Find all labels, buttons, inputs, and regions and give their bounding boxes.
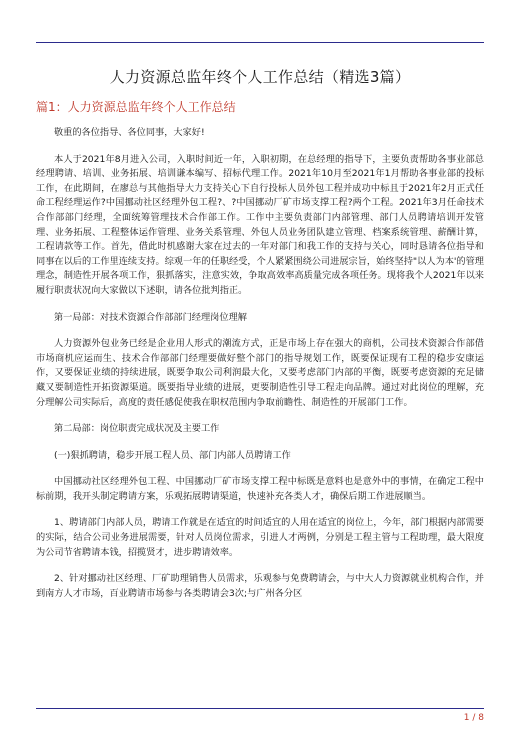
bottom-rule	[36, 708, 484, 709]
paragraph-part2-heading: 第二局部：岗位职责完成状况及主要工作	[54, 423, 220, 435]
paragraph-item-1: 1、聘请部门内部人员，聘请工作就是在适宜的时间适宜的人用在适宜的岗位上，今年，部门根据内部需要的实际，结合公司业务进展需要，针对人员岗位需求，引进人才两例，分别是工程主管与工程助理，最大限度为公司节省聘请本钱，招揽贤才，进步聘请效率。	[36, 517, 484, 558]
section-heading: 篇1：人力资源总监年终个人工作总结	[36, 100, 236, 114]
paragraph-part1-body: 人力资源外包业务已经是企业用人形式的潮流方式，正是市场上存在强大的商机，公司技术资源合作部借市场商机应运而生、技术合作部部门经理要做好整个部门的指导规划工作，既要保证现有工程的稳步安康运作，又要保证业绩的持续进展，既要争取公司利润最大化，又要考虑部门内部的平衡，既要考虑资源的充足储藏又要制造性开拓资源渠道。既要指导业绩的进展，更要制造性引导工程走向品牌。通过对此岗位的理解，充分理解公司实际后，高度的责任感促使我在职权范围内争取前瞻性、制造性的开展部门工作。	[36, 338, 484, 408]
paragraph-item-2: 2、针对挪动社区经理、厂矿助理销售人员需求，乐观参与免费聘请会，与中大人力资源就业机构合作，并到南方人才市场，百业聘请市场参与各类聘请会3次;与广州各分区	[36, 573, 484, 599]
paragraph-part1-heading: 第一局部：对技术资源合作部部门经理岗位理解	[54, 311, 247, 323]
page-number: 1 / 8	[463, 713, 484, 723]
document-body	[36, 126, 484, 613]
top-rule	[36, 42, 484, 43]
paragraph-subheading-1: (一)狠抓聘请，稳步开展工程人员、部门内部人员聘请工作	[54, 449, 291, 461]
document-title: 人力资源总监年终个人工作总结（精选3篇）	[109, 68, 411, 86]
paragraph-greeting: 敬重的各位指导、各位同事，大家好!	[54, 127, 205, 138]
paragraph-intro: 本人于2021年8月进入公司，入职时间近一年，入职初期，在总经理的指导下，主要负责帮助各事业部总经理聘请、培训、业务拓展、培训谦本编写、招标代理工作。2021年10月至2021年1月帮助各事业部的投标工作，在此期间，在廖总与其他指导大力支持关心下自行投标人员外包工程并成功中标且于2021年2月正式任命工程经理运作?中国挪动社区经理外包工程?、?中国挪动厂矿市场支撑工程?两个工程。2021年3月任命技术合作部部门经理，全面统筹管理技术合作部工作。工作中主要负责部门内部管理、部门人员聘请培训开发管理、业务拓展、工程整体运作管理、业务关系管理、外包人员业务团队建立管理、档案系统管理、薪酬计算，工程请款等工作。首先，借此时机感谢大家在过去的一年对部门和我工作的支持与关心，同时恳请各位指导和同事在以后的工作里连续支持。综观一年的任职经受，个人紧紧围绕公司进展宗旨，始终坚持"以人为本'的管理理念，制造性开展各项工作，狠抓落实，注意实效，争取高效率高质量完成各项任务。现将我个人2021年以来履行职责状况向大家做以下述职，请各位批判指正。	[36, 153, 484, 296]
paragraph-recruiting: 中国挪动社区经理外包工程、中国挪动厂矿市场支撑工程中标既是意料也是意外中的事情，在确定工程中标前期，我开头制定聘请方案，乐观拓展聘请渠道，快速补充各类人才，确保后期工作进展顺当。	[36, 476, 484, 502]
